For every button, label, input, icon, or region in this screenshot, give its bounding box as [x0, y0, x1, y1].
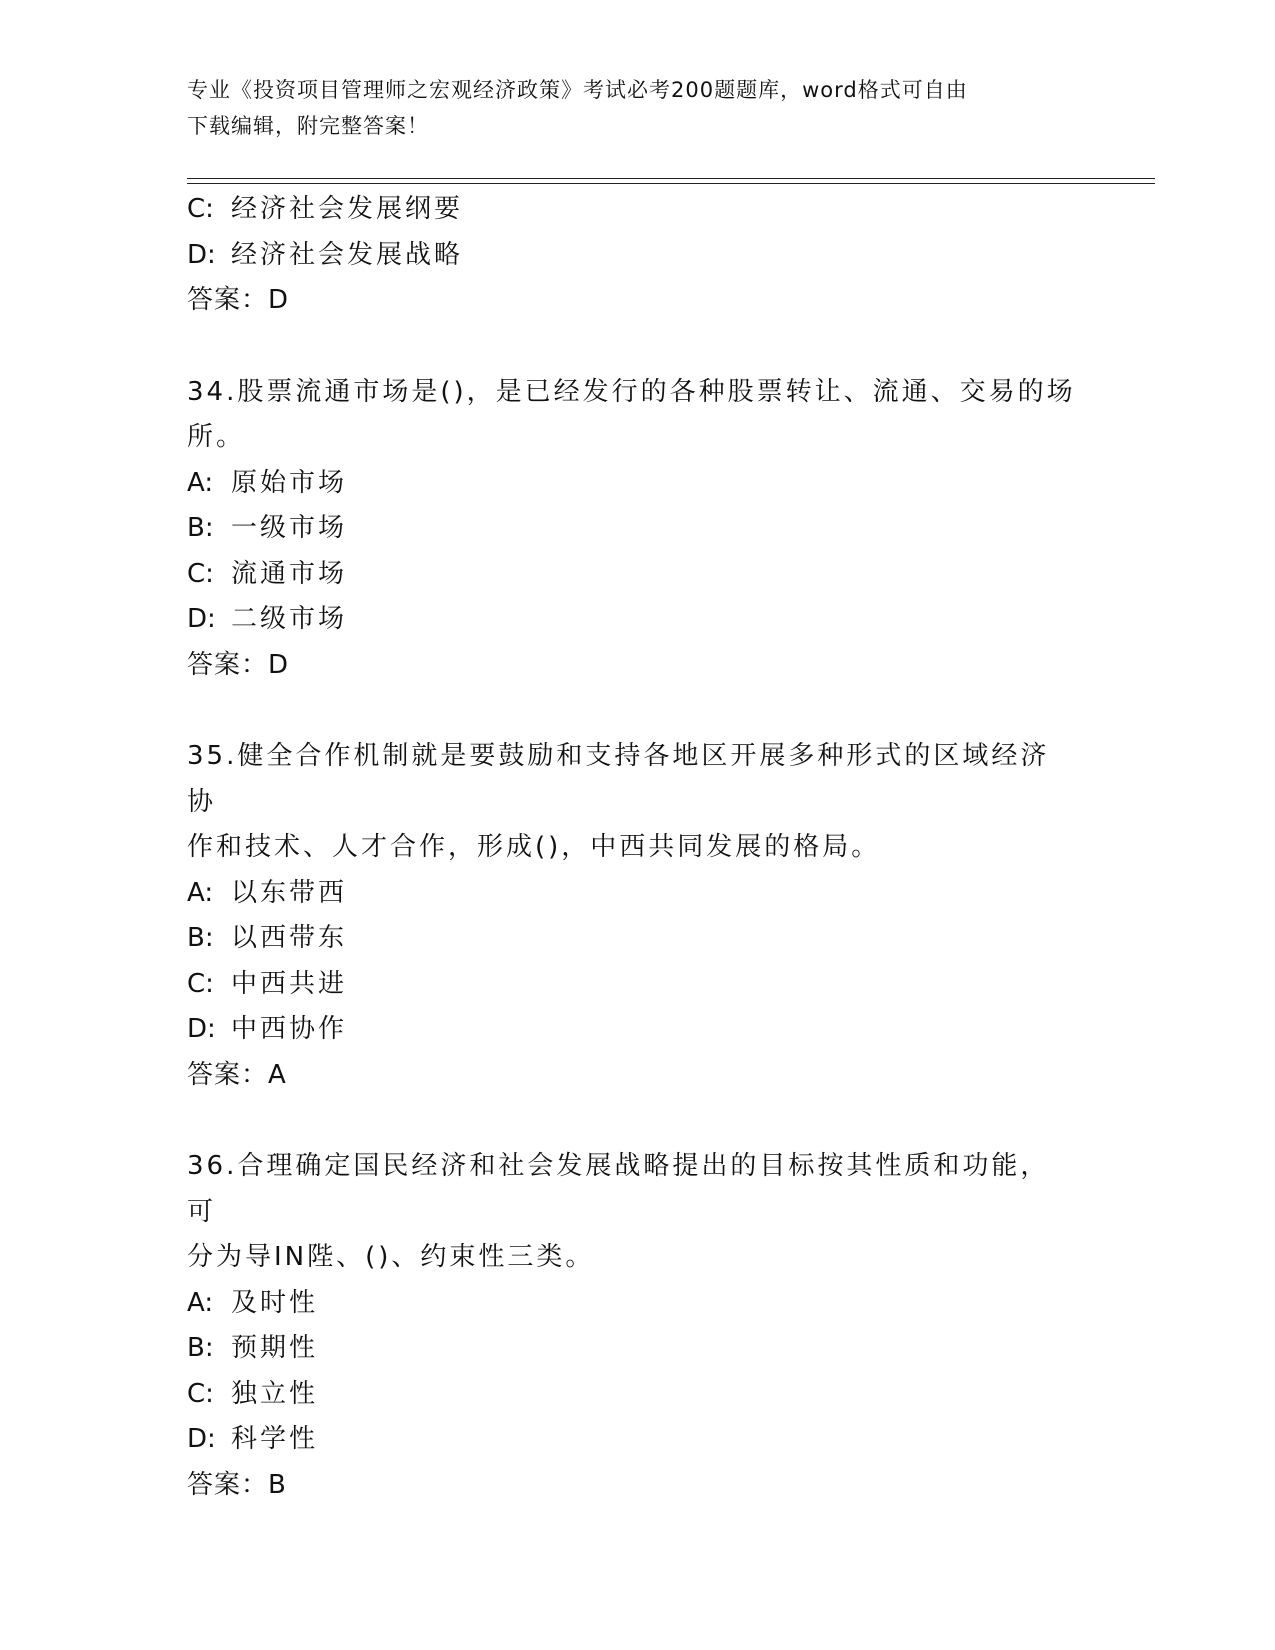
option-text: 原始市场 — [231, 467, 348, 498]
header-divider-bottom — [187, 183, 1155, 184]
option-c — [187, 962, 1087, 1008]
spacer — [187, 1098, 1087, 1144]
option-b — [187, 916, 1087, 962]
option-d — [187, 1417, 1087, 1463]
option-b — [187, 1326, 1087, 1372]
option-d — [187, 233, 1087, 279]
question-stem-line-2: 所。 — [187, 422, 246, 452]
option-letter: C: — [187, 558, 214, 589]
question-stem-line-1: 35.健全合作机制就是要鼓励和支持各地区开展多种形式的区域经济协 — [187, 741, 1050, 817]
option-letter: D: — [187, 1014, 216, 1044]
option-b — [187, 506, 1087, 552]
option-text: 以西带东 — [231, 923, 348, 953]
question-stem-line-2: 作和技术、人才合作，形成()，中西共同发展的格局。 — [187, 832, 881, 862]
header-line-2: 下载编辑，附完整答案！ — [187, 114, 429, 138]
option-letter: A: — [187, 1287, 214, 1318]
option-c — [187, 1372, 1087, 1418]
document-header — [187, 72, 1087, 144]
question-stem — [187, 734, 1077, 871]
answer-line: 答案：D — [187, 285, 290, 315]
question-stem-line-2: 分为导IN陛、()、约束性三类。 — [187, 1242, 595, 1272]
option-text: 二级市场 — [231, 604, 348, 634]
question-block-prev — [187, 187, 1087, 324]
option-text: 经济社会发展战略 — [231, 239, 464, 270]
option-d — [187, 1007, 1087, 1053]
question-stem — [187, 1144, 1077, 1281]
option-letter: D: — [187, 1424, 216, 1454]
answer-line: 答案：D — [187, 649, 290, 680]
spacer — [187, 688, 1087, 734]
option-letter: B: — [187, 1333, 214, 1363]
option-text: 以东带西 — [231, 877, 348, 908]
option-a — [187, 461, 1087, 507]
option-text: 预期性 — [231, 1333, 319, 1363]
option-letter: A: — [187, 467, 214, 498]
option-a — [187, 1281, 1087, 1327]
option-letter: C: — [187, 194, 214, 224]
option-text: 一级市场 — [231, 513, 348, 543]
option-letter: D: — [187, 604, 216, 634]
option-letter: C: — [187, 1378, 214, 1409]
question-stem-line-1: 36.合理确定国民经济和社会发展战略提出的目标按其性质和功能，可 — [187, 1151, 1050, 1227]
question-block-34 — [187, 370, 1087, 689]
option-text: 经济社会发展纲要 — [231, 194, 464, 224]
option-text: 科学性 — [231, 1424, 319, 1454]
spacer — [187, 324, 1087, 370]
answer-line: 答案：A — [187, 1059, 287, 1090]
option-text: 中西共进 — [231, 968, 348, 999]
option-letter: B: — [187, 923, 214, 953]
question-block-35 — [187, 734, 1087, 1098]
option-text: 及时性 — [231, 1287, 319, 1318]
option-c — [187, 552, 1087, 598]
question-list — [187, 187, 1087, 1508]
option-letter: D: — [187, 239, 216, 270]
option-letter: B: — [187, 513, 214, 543]
option-d — [187, 597, 1087, 643]
option-text: 流通市场 — [231, 558, 348, 589]
header-line-1: 专业《投资项目管理师之宏观经济政策》考试必考200题题库，word格式可自由 — [187, 78, 968, 102]
question-stem — [187, 370, 1077, 461]
header-divider-top — [187, 178, 1155, 179]
option-a — [187, 871, 1087, 917]
option-text: 独立性 — [231, 1378, 319, 1409]
option-letter: C: — [187, 968, 214, 999]
answer-line: 答案：B — [187, 1469, 287, 1500]
option-c — [187, 187, 1087, 233]
question-stem-line-1: 34.股票流通市场是()，是已经发行的各种股票转让、流通、交易的场 — [187, 376, 1076, 407]
question-block-36 — [187, 1144, 1087, 1508]
option-letter: A: — [187, 877, 214, 908]
option-text: 中西协作 — [231, 1014, 348, 1044]
